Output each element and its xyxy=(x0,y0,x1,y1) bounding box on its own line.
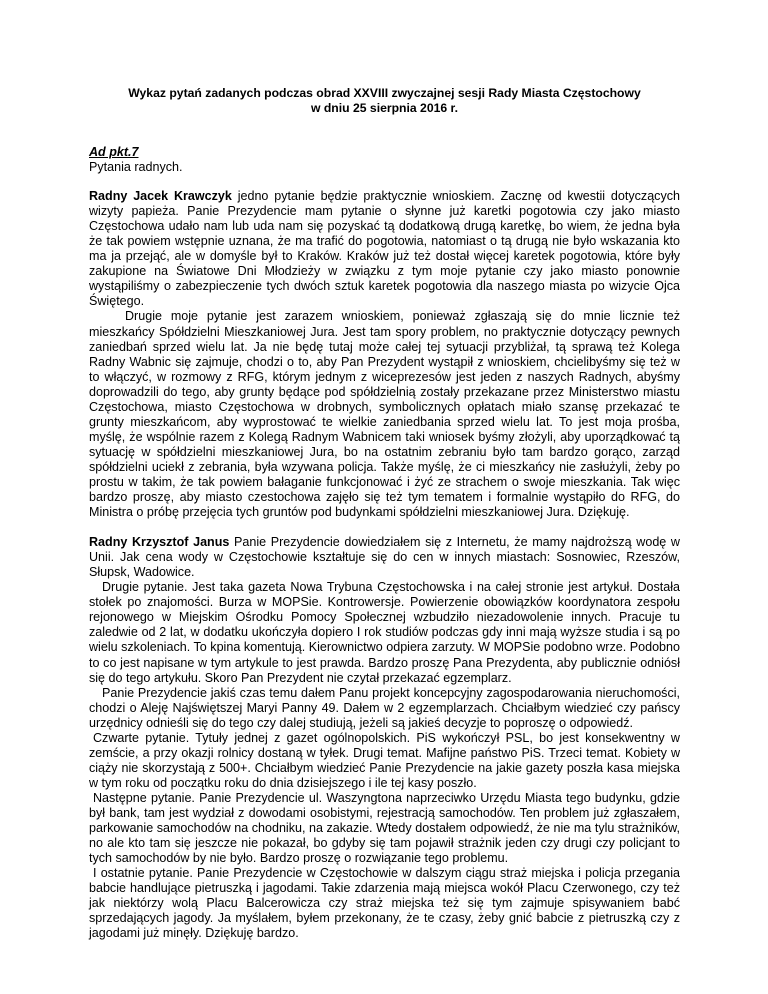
section-heading: Ad pkt.7 xyxy=(89,145,139,159)
speaker-name: Radny Krzysztof Janus xyxy=(89,535,230,550)
document-title-line2: w dniu 25 sierpnia 2016 r. xyxy=(311,101,458,115)
paragraph-text: Czwarte pytanie. Tytuły jednej z gazet ogólnopolskich. PiS wykończył PSL, bo jest konsekwentny w zemście, a przy okazji rolnicy dostaną w tyłek. Drugi temat. Mafijne państwo PiS. Trzeci temat. Kobiety w ciąży nie skorzystają z 500+. Chciałbym wiedzieć Panie Prezydencie na jakie gazety poszła kasa miejska w tym roku od początku roku do dnia dzisiejszego i ile tej kasy poszło. xyxy=(89,730,680,790)
paragraph-text: Panie Prezydencie jakiś czas temu dałem Panu projekt koncepcyjny zagospodarowania nieruchomości, chodzi o Aleję Najświętszej Maryi Panny 49. Dałem w 2 egzemplarzach. Chciałbym wiedzieć czy pańscy urzędnicy odnieśli się do tego czy dalej studiują, jeżeli są jakieś decyzje to poproszę o odpowiedź. xyxy=(89,685,680,730)
paragraph-text: Następne pytanie. Panie Prezydencie ul. Waszyngtona naprzeciwko Urzędu Miasta tego budynku, gdzie był bank, tam jest wydział z dowodami osobistymi, rejestracją samochodów. Ten problem już zgłaszałem, parkowanie samochodów na chodniku, na zakazie. Wtedy dostałem odpowiedź, że nie ma tylu strażników, no ale kto tam się jeszcze nie pokazał, bo gdyby się tam pojawił strażnik jeden czy drugi czy policjant to tych samochodów by nie było. Bardzo proszę o rozwiązanie tego problemu. xyxy=(89,790,680,866)
paragraph-text: Drugie pytanie. Jest taka gazeta Nowa Trybuna Częstochowska i na całej stronie jest artykuł. Dostała stołek po znajomości. Burza w MOPSie. Kontrowersje. Powierzenie obowiązków koordynatora zespołu rejonowego w Miejskim Ośrodku Pomocy Społecznej wzbudziło niezadowolenie innych. Pracuje tu zaledwie od 2 lat, w dodatku ukończyła dopiero I rok studiów podczas gdy inni mają wyższe studia i są po wielu szkoleniach. To kpina komentują. Kierownictwo odpiera zarzuty. W MOPSie podobno wrze. Podobno to co jest napisane w tym artykule to jest prawda. Bardzo proszę Pana Prezydenta, aby publicznie odniósł się do tego artykułu. Skoro Pan Prezydent nie czytał przekazać egzemplarz. xyxy=(89,580,680,685)
paragraph-text: jedno pytanie będzie praktycznie wnioskiem. Zacznę od kwestii dotyczących wizyty papieża. Panie Prezydencie mam pytanie o słynne już karetki pogotowia czy jako miasto Częstochowa udało nam lub uda nam się pozyskać tą dodatkową drugą karetkę, bo wiem, że jedna była że tak powiem wstępnie uznana, że ma trafić do pogotowia, natomiast o tą drugą nie było wskazania kto ma ja przejąć, ale w domyśle był to Kraków. Kraków już też dostał więcej karetek pogotowia, które były zakupione na Światowe Dni Młodzieży w związku z tym moje pytanie czy jako miasto ponownie wystąpiliśmy o zabezpieczenie tych dwóch sztuk karetek pogotowia dla naszego miasta po wizycie Ojca Świętego. xyxy=(89,189,680,309)
speaker-paragraph xyxy=(89,189,680,309)
paragraph-text: Panie Prezydencie dowiedziałem się z Internetu, że mamy najdroższą wodę w Unii. Jak cena wody w Częstochowie kształtuje się do cen w innych miastach: Sosnowiec, Rzeszów, Słupsk, Wadowice. xyxy=(89,535,680,580)
document-title-line1: Wykaz pytań zadanych podczas obrad XXVIII zwyczajnej sesji Rady Miasta Częstochowy xyxy=(128,86,641,100)
section-subheading: Pytania radnych. xyxy=(89,160,183,175)
paragraph-text: I ostatnie pytanie. Panie Prezydencie w Częstochowie w dalszym ciągu straż miejska i policja przegania babcie handlujące pietruszką i jagodami. Takie zdarzenia mają miejsca wokół Placu Czerwonego, czy też jak niektórzy wolą Placu Balcerowicza czy straż miejska też się tym zajmuje spisywaniem babć sprzedających jagody. Ja myślałem, byłem przekonany, że te czasy, żeby gnić babcie z pietruszką czy z jagodami już minęły. Dziękuję bardzo. xyxy=(89,866,680,941)
paragraph-text: Drugie moje pytanie jest zarazem wnioskiem, ponieważ zgłaszają się do mnie licznie też mieszkańcy Spółdzielni Mieszkaniowej Jura. Jest tam spory problem, no praktycznie dotyczący pewnych zaniedbań sprzed wielu lat. Ja nie będę tutaj może całej tej sytuacji przybliżał, tą sprawą też Kolega Radny Wabnic się zajmuje, chodzi o to, aby Pan Prezydent wystąpił z wnioskiem, chcielibyśmy się też w to włączyć, w rozmowy z RFG, którym jednym z wiceprezesów jest jeden z naszych Radnych, abyśmy doprowadzili do tego, aby grunty będące pod spółdzielnią zostały przekazane przez Ministerstwo miastu Częstochowa, miasto Częstochowa w drobnych, symbolicznych opłatach miało szansę przekazać te grunty mieszkańcom, aby wyprostować te wielkie zaniedbania sprzed wielu lat. To jest moja prośba, myślę, że wspólnie razem z Kolegą Radnym Wabnicem taki wniosek byśmy złożyli, aby uporządkować tą sytuację w spółdzielni mieszkaniowej Jura, bo na ostatnim zebraniu było tam bardzo gorąco, zarząd spółdzielni uciekł z zebrania, była wzywana policja. Także myślę, że ci mieszkańcy nie zasłużyli, żeby po prostu w takim, że tak powiem bałaganie funkcjonować i żyć ze strachem o swoje mieszkania. Tak więc bardzo proszę, aby miasto czestochowa zajęło się też tym tematem i formalnie wystąpiło do RFG, do Ministra o próbę przejęcia tych gruntów pod budynkami spółdzielni mieszkaniowej Jura. Dziękuję. xyxy=(89,309,680,520)
speaker-paragraph xyxy=(89,535,680,580)
speaker-name: Radny Jacek Krawczyk xyxy=(89,189,232,204)
